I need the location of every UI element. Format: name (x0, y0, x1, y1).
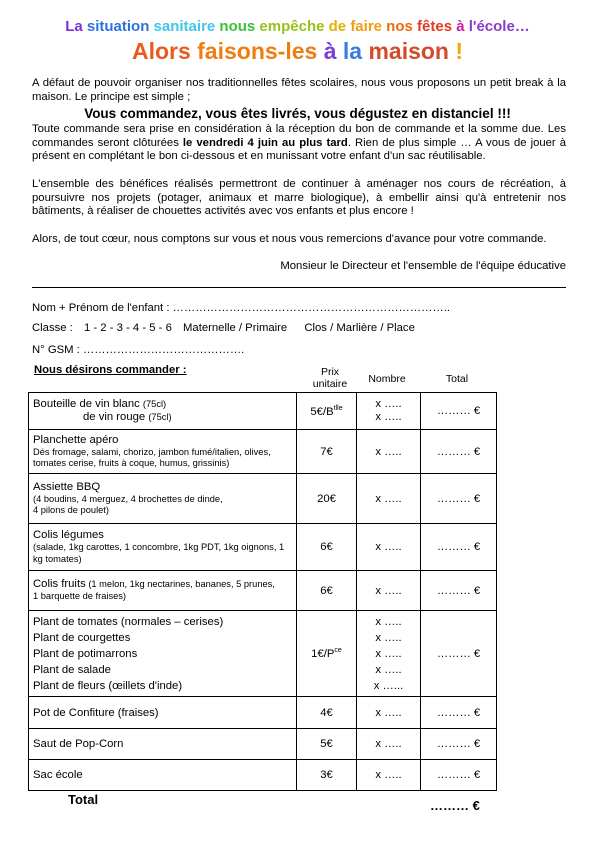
qty-value[interactable]: x ….. (375, 398, 402, 410)
product-name: Plant de fleurs (œillets d'inde) (33, 679, 183, 692)
class-field[interactable] (32, 322, 415, 334)
grand-total-label: Total (68, 792, 99, 807)
title-word: l'école… (468, 18, 530, 35)
table-row (29, 393, 497, 430)
title-word: à (456, 18, 469, 35)
product-name: Plant de courgettes (33, 631, 131, 644)
total-cell[interactable]: ……… € (421, 697, 497, 729)
title-word: nous (219, 18, 260, 35)
order-text-b: . Rien de plus simple … A vous de jouer à présent en complétant le bon ci-dessous et en munissant votre enfant d'un sac réutilisable. (32, 136, 567, 163)
title-word: faisons-les (197, 38, 324, 64)
qty-value[interactable]: x …... (373, 679, 404, 692)
price-cell (297, 611, 357, 697)
product-cell (29, 611, 297, 697)
product-detail: 4 pilons de poulet) (33, 505, 109, 515)
order-text-a: Toute commande sera prise en considération à la réception du bon de commande et la somme due. Les commandes seront clôturées (32, 123, 566, 149)
product-detail: (75cl) (148, 412, 172, 422)
order-table (28, 392, 497, 791)
emphasis-line: Vous commandez, vous êtes livrés, vous dégustez en distanciel !!! (84, 106, 511, 121)
price-cell: 7€ (297, 430, 357, 474)
title-word: maison (368, 38, 456, 64)
product-cell (29, 430, 297, 474)
table-row (29, 729, 497, 760)
intro-paragraph: A défaut de pouvoir organiser nos traditionnelles fêtes scolaires, nous vous proposons un petit break à la maison. Le principe est simple ; (32, 77, 566, 103)
product-detail: 1 barquette de fraises) (33, 591, 127, 602)
title-word: empêche (259, 18, 329, 35)
product-name: Colis fruits (33, 578, 86, 591)
qty-cell[interactable]: x ….. (357, 697, 421, 729)
product-detail: Dés fromage, salami, chorizo, jambon fumé/italien, olives, tomates cerise, fruits à coque, humus, grissinis) (33, 446, 271, 468)
product-cell (29, 393, 297, 430)
product-cell: Saut de Pop-Corn (29, 729, 297, 760)
title-line-1 (0, 18, 595, 35)
order-paragraph (32, 123, 566, 164)
divider (32, 287, 566, 288)
deadline: le vendredi 4 juin au plus tard (182, 136, 348, 149)
product-name: Bouteille de vin blanc (33, 398, 140, 410)
title-word: à (323, 38, 343, 64)
price-header-line1: Prix (320, 366, 340, 378)
price-header-line2: unitaire (312, 378, 348, 390)
product-name: de vin rouge (83, 411, 146, 423)
product-name: Assiette BBQ (33, 480, 101, 493)
price-cell: 5€ (297, 729, 357, 760)
product-cell: Sac école (29, 760, 297, 791)
thanks-paragraph: Alors, de tout cœur, nous comptons sur vous et nous vous remercions d'avance pour votre commande. (32, 233, 547, 245)
table-row (29, 611, 497, 697)
qty-value[interactable]: x ….. (375, 615, 402, 628)
total-cell[interactable]: ……… € (421, 430, 497, 474)
qty-cell[interactable]: x ….. (357, 524, 421, 571)
price-cell: 6€ (297, 571, 357, 611)
price-value: 1€/P (311, 647, 335, 660)
product-cell (29, 524, 297, 571)
qty-cell[interactable] (357, 393, 421, 430)
total-cell[interactable]: ……… € (421, 611, 497, 697)
total-cell[interactable]: ……… € (421, 393, 497, 430)
signature: Monsieur le Directeur et l'ensemble de l'équipe éducative (280, 260, 566, 272)
title-word: ! (455, 38, 464, 64)
title-word: fêtes (417, 18, 457, 35)
title-word: situation (86, 18, 154, 35)
product-cell (29, 571, 297, 611)
price-cell: 3€ (297, 760, 357, 791)
table-row (29, 430, 497, 474)
price-value: 5€/B (310, 405, 334, 418)
child-name-field[interactable]: Nom + Prénom de l'enfant : ……………………………………………………………….. (32, 302, 451, 314)
title-word: faire (350, 18, 387, 35)
product-name: Plant de tomates (normales – cerises) (33, 615, 224, 628)
class-label: Classe : (32, 322, 73, 334)
site-options[interactable]: Clos / Marlière / Place (304, 322, 415, 334)
qty-column-header: Nombre (368, 373, 406, 385)
price-cell: 4€ (297, 697, 357, 729)
price-column-header (304, 366, 356, 390)
product-line (33, 398, 292, 411)
total-cell[interactable]: ……… € (421, 729, 497, 760)
product-line (33, 578, 292, 591)
qty-value[interactable]: x ….. (375, 647, 402, 660)
product-detail: (75cl) (142, 399, 167, 409)
level-options[interactable]: Maternelle / Primaire (183, 322, 288, 334)
qty-value[interactable]: x ….. (375, 631, 402, 644)
title-word: La (65, 18, 87, 35)
qty-cell[interactable]: x ….. (357, 430, 421, 474)
title-word: nos (386, 18, 418, 35)
price-cell (297, 393, 357, 430)
total-cell[interactable]: ……… € (421, 524, 497, 571)
title-line-2 (0, 38, 595, 65)
product-name: Colis légumes (33, 529, 104, 541)
product-detail: (1 melon, 1kg nectarines, bananes, 5 prunes, (85, 579, 275, 590)
product-name: Plant de potimarrons (33, 647, 138, 660)
total-cell[interactable]: ……… € (421, 474, 497, 524)
title-word: Alors (131, 38, 198, 64)
price-unit: tlle (333, 404, 343, 412)
total-column-header: Total (445, 373, 469, 385)
total-cell[interactable]: ……… € (421, 760, 497, 791)
price-unit: ce (334, 647, 342, 655)
table-row (29, 760, 497, 791)
product-line (33, 411, 292, 424)
table-row (29, 474, 497, 524)
qty-cell[interactable]: x ….. (357, 474, 421, 524)
product-name: Planchette apéro (33, 433, 119, 446)
title-word: de (328, 18, 351, 35)
profits-paragraph: L'ensemble des bénéfices réalisés permettront de continuer à aménager nos cours de récréation, à poursuivre nos projets (potager, animaux et marre biologique), à embellir ainsi qu'à entretenir nos bâtiments, à réaliser de chouettes activités avec vos enfants et plus encore ! (32, 178, 566, 218)
price-cell: 6€ (297, 524, 357, 571)
order-section-title: Nous désirons commander : (34, 364, 187, 376)
gsm-field[interactable]: N° GSM : ……………………………………. (32, 344, 245, 356)
product-cell: Pot de Confiture (fraises) (29, 697, 297, 729)
qty-value[interactable]: x ….. (375, 663, 402, 676)
title-word: sanitaire (153, 18, 220, 35)
total-cell[interactable]: ……… € (421, 571, 497, 611)
table-row (29, 697, 497, 729)
product-detail: (4 boudins, 4 merguez, 4 brochettes de dinde, (33, 493, 223, 504)
title-word: la (342, 38, 369, 64)
qty-cell[interactable]: x ….. (357, 760, 421, 791)
qty-cell[interactable]: x ….. (357, 729, 421, 760)
qty-cell[interactable] (357, 611, 421, 697)
grand-total-value[interactable]: ……… € (430, 798, 480, 813)
qty-value[interactable]: x ….. (375, 411, 402, 423)
class-options[interactable]: 1 - 2 - 3 - 4 - 5 - 6 (83, 322, 172, 334)
table-row (29, 524, 497, 571)
product-name: Plant de salade (33, 663, 111, 676)
product-detail: (salade, 1kg carottes, 1 concombre, 1kg PDT, 1kg oignons, 1 kg tomates) (33, 542, 285, 564)
price-cell: 20€ (297, 474, 357, 524)
product-cell (29, 474, 297, 524)
qty-cell[interactable]: x ….. (357, 571, 421, 611)
table-row (29, 571, 497, 611)
